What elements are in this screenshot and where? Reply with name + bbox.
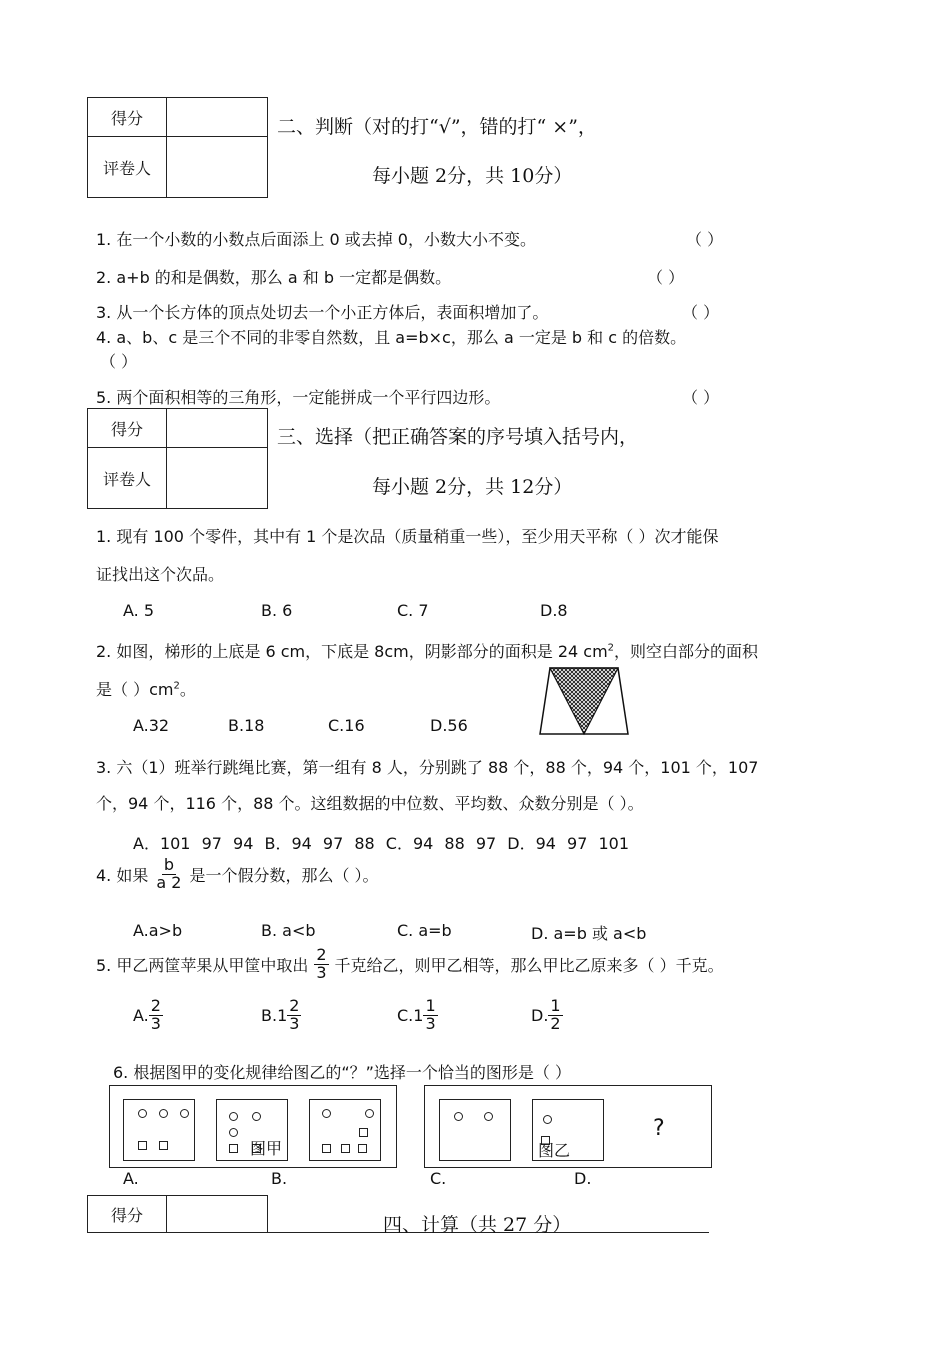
q3-line2: 个，94 个，116 个，88 个。这组数据的中位数、平均数、众数分别是（ ）。 <box>96 794 644 813</box>
grader-label: 评卷人 <box>88 448 167 509</box>
q1-option-d[interactable]: D.8 <box>540 601 568 620</box>
figure-a-box-3 <box>309 1099 381 1161</box>
grader-label: 评卷人 <box>88 137 167 198</box>
q4-option-d[interactable]: D. a=b 或 a<b <box>531 924 647 943</box>
q1-option-c[interactable]: C. 7 <box>397 601 429 620</box>
section2-title: 二、判断（对的打“√”，错的打“ ×”， <box>277 116 597 138</box>
score-label: 得分 <box>88 1196 167 1233</box>
figure-a-box-1 <box>123 1099 195 1161</box>
q1-option-a[interactable]: A. 5 <box>123 601 155 620</box>
q6-line: 6. 根据图甲的变化规律给图乙的“？”选择一个恰当的图形是（ ） <box>113 1063 572 1082</box>
q3-line1: 3. 六（1）班举行跳绳比赛，第一组有 8 人，分别跳了 88 个，88 个，94 个，101 个，107 <box>96 758 759 777</box>
grader-cell[interactable] <box>167 137 268 198</box>
judge-item-5: 5. 两个面积相等的三角形，一定能拼成一个平行四边形。 <box>96 388 501 407</box>
section4-title: 四、计算（共 27 分） <box>383 1214 572 1236</box>
score-label: 得分 <box>88 409 167 448</box>
q6-option-d[interactable]: D. <box>574 1169 592 1188</box>
figure-b-label: 图乙 <box>538 1141 571 1160</box>
score-cell[interactable] <box>167 98 268 137</box>
figure-b-box-1 <box>439 1099 511 1161</box>
q5-fraction: $\frac{2}{3}$ <box>316 945 327 982</box>
judge-item-4: 4. a、b、c 是三个不同的非零自然数，且 a=b×c，那么 a 一定是 b 和 c 的倍数。 <box>96 328 687 347</box>
score-table-section2 <box>87 97 268 198</box>
q6-option-a[interactable]: A. <box>123 1169 139 1188</box>
judge-item-1: 1. 在一个小数的小数点后面添上 0 或去掉 0，小数大小不变。 <box>96 230 536 249</box>
q1-line2: 证找出这个次品。 <box>96 565 225 584</box>
q4-option-c[interactable]: C. a=b <box>397 921 452 940</box>
q1-line1: 1. 现有 100 个零件，其中有 1 个是次品（质量稍重一些），至少用天平称（ ）次才能保 <box>96 527 719 546</box>
score-table-section3 <box>87 408 268 509</box>
question-mark-icon: ? <box>653 1116 665 1141</box>
figure-a-label: 图甲 <box>250 1139 283 1158</box>
q5-option-a[interactable]: A. $\frac{2}{3}$ <box>133 996 161 1033</box>
judge-paren-1[interactable]: （ ） <box>686 230 724 249</box>
q4-line: 4. 如果 $\frac{b}{a 2}$ 是一个假分数，那么（ ）。 <box>96 855 379 892</box>
q2-option-c[interactable]: C.16 <box>328 716 365 735</box>
q1-option-b[interactable]: B. 6 <box>261 601 293 620</box>
judge-paren-2[interactable]: （ ） <box>647 268 685 287</box>
score-table-section4 <box>87 1195 268 1233</box>
q2-option-b[interactable]: B.18 <box>228 716 265 735</box>
section3-title: 三、选择（把正确答案的序号填入括号内， <box>277 426 639 448</box>
figure-b-panel <box>424 1085 712 1168</box>
q4-fraction: $\frac{b}{a 2}$ <box>156 855 182 892</box>
judge-item-2: 2. a+b 的和是偶数，那么 a 和 b 一定都是偶数。 <box>96 268 452 287</box>
judge-paren-4[interactable]: （ ） <box>100 352 138 371</box>
score-cell[interactable] <box>167 409 268 448</box>
q2-option-a[interactable]: A.32 <box>133 716 170 735</box>
shaded-triangle <box>550 668 618 734</box>
section2-subtitle: 每小题 2分，共 10分） <box>372 165 573 187</box>
q4-option-a[interactable]: A.a>b <box>133 921 183 940</box>
figure-a-panel <box>109 1085 397 1168</box>
q6-option-b[interactable]: B. <box>271 1169 288 1188</box>
grader-cell[interactable] <box>167 448 268 509</box>
q5-option-b[interactable]: B. 1 $\frac{2}{3}$ <box>261 996 300 1033</box>
q6-option-c[interactable]: C. <box>430 1169 447 1188</box>
q5-option-d[interactable]: D. $\frac{1}{2}$ <box>531 996 561 1033</box>
q5-line: 5. 甲乙两筐苹果从甲筐中取出 $\frac{2}{3}$ 千克给乙，则甲乙相等，那么甲比乙原来多（ ）千克。 <box>96 945 724 982</box>
section3-subtitle: 每小题 2分，共 12分） <box>372 476 573 498</box>
q2-line2: 是（ ）$cm^2$。 <box>96 680 196 699</box>
trapezoid-figure <box>538 666 630 736</box>
q5-option-c[interactable]: C. 1 $\frac{1}{3}$ <box>397 996 436 1033</box>
judge-paren-5[interactable]: （ ） <box>682 388 720 407</box>
q4-option-b[interactable]: B. a<b <box>261 921 316 940</box>
q3-options[interactable]: A．101 97 94 B．94 97 88 C．94 88 97 D．94 97 101 <box>133 834 630 853</box>
judge-item-3: 3. 从一个长方体的顶点处切去一个小正方体后，表面积增加了。 <box>96 303 549 322</box>
q2-option-d[interactable]: D.56 <box>430 716 468 735</box>
score-cell[interactable] <box>167 1196 268 1233</box>
q2-line1: 2. 如图，梯形的上底是 6 cm，下底是 8cm，阴影部分的面积是 24 $cm^2$，则空白部分的面积 <box>96 642 759 661</box>
score-label: 得分 <box>88 98 167 137</box>
judge-paren-3[interactable]: （ ） <box>682 303 720 322</box>
